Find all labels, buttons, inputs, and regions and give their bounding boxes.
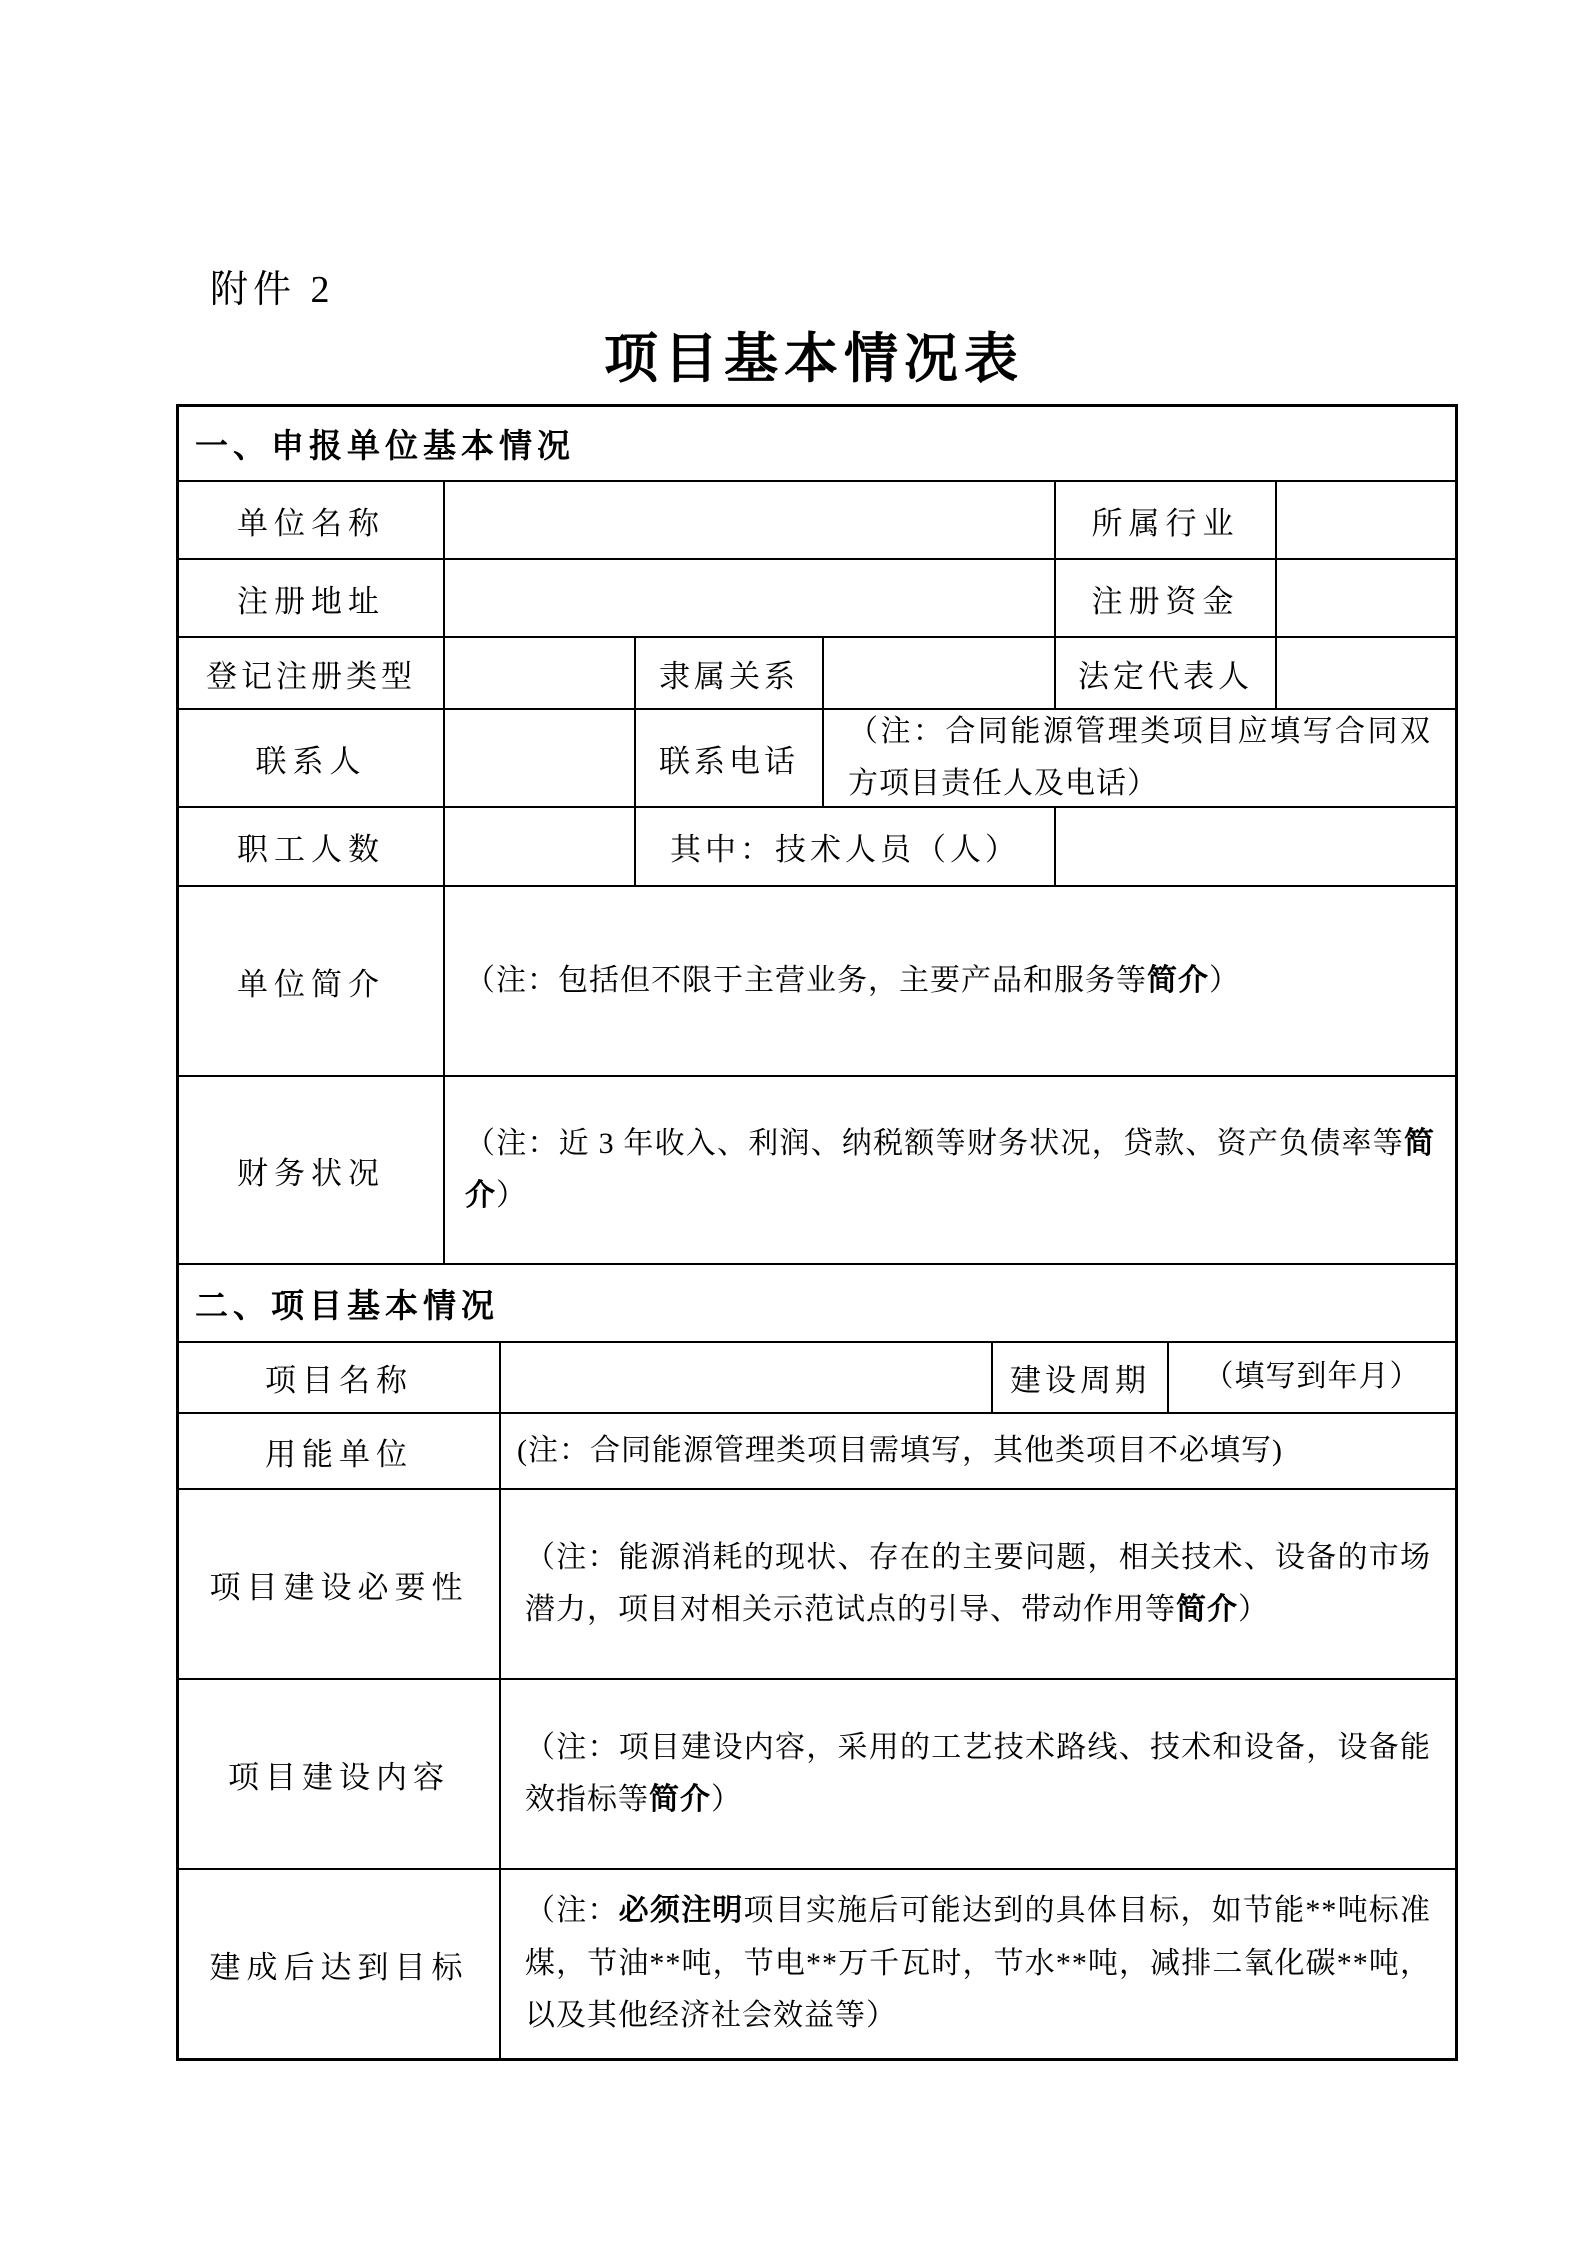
project-goal-note-close: 项目实施后可能达到的具体目标，如节能**吨标准煤，节油**吨，节电**万千瓦时，节水**吨，减排二氧化碳**吨，以及其他经济社会效益等） bbox=[525, 1894, 1432, 2033]
document-content bbox=[176, 268, 1452, 2061]
contact-phone-note-text: （注：合同能源管理类项目应填写合同双方项目责任人及电话） bbox=[848, 714, 1431, 800]
table-row bbox=[179, 1870, 1455, 2058]
project-name-label: 项目名称 bbox=[179, 1343, 501, 1412]
table-row bbox=[179, 1680, 1455, 1870]
project-goal-note-bold: 必须注明 bbox=[618, 1894, 744, 1928]
section1-heading: 一、申报单位基本情况 bbox=[195, 429, 575, 465]
table-row bbox=[179, 1490, 1455, 1680]
contact-person-value bbox=[445, 710, 636, 806]
project-necessity-note-text: （注：能源消耗的现状、存在的主要问题，相关技术、设备的市场潜力，项目对相关示范试点的引导、带动作用等 bbox=[525, 1540, 1431, 1626]
staff-count-label: 职工人数 bbox=[179, 808, 445, 885]
table-row bbox=[179, 1343, 1455, 1414]
unit-intro-note-bold: 简介 bbox=[1147, 963, 1209, 997]
financial-status-note-bold: 简介 bbox=[465, 1126, 1435, 1212]
table-row bbox=[179, 710, 1455, 808]
project-goal-note-text: （注： bbox=[525, 1894, 619, 1928]
financial-status-label: 财务状况 bbox=[179, 1077, 445, 1263]
affiliation-label: 隶属关系 bbox=[636, 638, 824, 708]
contact-phone-note bbox=[824, 710, 1455, 806]
affiliation-value bbox=[824, 638, 1056, 708]
attachment-label: 附件 2 bbox=[210, 269, 335, 311]
table-row bbox=[179, 808, 1455, 887]
project-content-note bbox=[501, 1680, 1455, 1868]
contact-person-label: 联系人 bbox=[179, 710, 445, 806]
section2-heading-row bbox=[179, 1265, 1455, 1343]
legal-rep-value bbox=[1277, 638, 1455, 708]
financial-status-note bbox=[445, 1077, 1455, 1263]
tech-staff-label: 其中：技术人员（人） bbox=[636, 808, 1056, 885]
table-row bbox=[179, 638, 1455, 710]
reg-address-value bbox=[445, 560, 1056, 636]
project-necessity-note-bold: 简介 bbox=[1176, 1593, 1238, 1626]
project-necessity-note-close: ） bbox=[1238, 1593, 1269, 1626]
tech-staff-value bbox=[1056, 808, 1455, 885]
contact-phone-label: 联系电话 bbox=[636, 710, 824, 806]
table-row bbox=[179, 1077, 1455, 1265]
project-content-note-bold: 简介 bbox=[649, 1783, 711, 1816]
project-content-note-text: （注：项目建设内容，采用的工艺技术路线、技术和设备，设备能效指标等 bbox=[525, 1730, 1431, 1816]
project-content-note-close: ） bbox=[711, 1783, 742, 1816]
table-row bbox=[179, 1414, 1455, 1490]
unit-name-label: 单位名称 bbox=[179, 482, 445, 558]
project-name-value bbox=[501, 1343, 993, 1412]
energy-unit-label: 用能单位 bbox=[179, 1414, 501, 1488]
unit-intro-note-text: （注：包括但不限于主营业务，主要产品和服务等 bbox=[465, 963, 1147, 997]
energy-unit-note-text: (注：合同能源管理类项目需填写，其他类项目不必填写) bbox=[517, 1433, 1283, 1467]
project-necessity-label: 项目建设必要性 bbox=[179, 1490, 501, 1678]
table-row bbox=[179, 560, 1455, 638]
financial-status-note-text: （注：近 3 年收入、利润、纳税额等财务状况，贷款、资产负债率等 bbox=[465, 1126, 1404, 1160]
build-period-label: 建设周期 bbox=[993, 1343, 1169, 1412]
project-info-table bbox=[176, 404, 1458, 2061]
staff-count-value bbox=[445, 808, 636, 885]
table-row bbox=[179, 482, 1455, 560]
industry-label: 所属行业 bbox=[1056, 482, 1277, 558]
table-row bbox=[179, 887, 1455, 1077]
section2-heading: 二、项目基本情况 bbox=[195, 1288, 499, 1325]
unit-name-value bbox=[445, 482, 1056, 558]
unit-intro-note-close: ） bbox=[1209, 963, 1240, 997]
build-period-note-text: （填写到年月） bbox=[1203, 1360, 1421, 1394]
legal-rep-label: 法定代表人 bbox=[1056, 638, 1277, 708]
energy-unit-note bbox=[501, 1414, 1455, 1488]
build-period-note bbox=[1169, 1343, 1455, 1412]
reg-type-value bbox=[445, 638, 636, 708]
industry-value bbox=[1277, 482, 1455, 558]
financial-status-note-close: ） bbox=[496, 1179, 527, 1212]
project-necessity-note bbox=[501, 1490, 1455, 1678]
reg-capital-value bbox=[1277, 560, 1455, 636]
reg-type-label: 登记注册类型 bbox=[179, 638, 445, 708]
page-title: 项目基本情况表 bbox=[604, 329, 1024, 389]
unit-intro-label: 单位简介 bbox=[179, 887, 445, 1075]
section1-heading-row bbox=[179, 407, 1455, 482]
reg-address-label: 注册地址 bbox=[179, 560, 445, 636]
unit-intro-note bbox=[445, 887, 1455, 1075]
reg-capital-label: 注册资金 bbox=[1056, 560, 1277, 636]
project-content-label: 项目建设内容 bbox=[179, 1680, 501, 1868]
project-goal-label: 建成后达到目标 bbox=[179, 1870, 501, 2058]
project-goal-note bbox=[501, 1870, 1455, 2058]
